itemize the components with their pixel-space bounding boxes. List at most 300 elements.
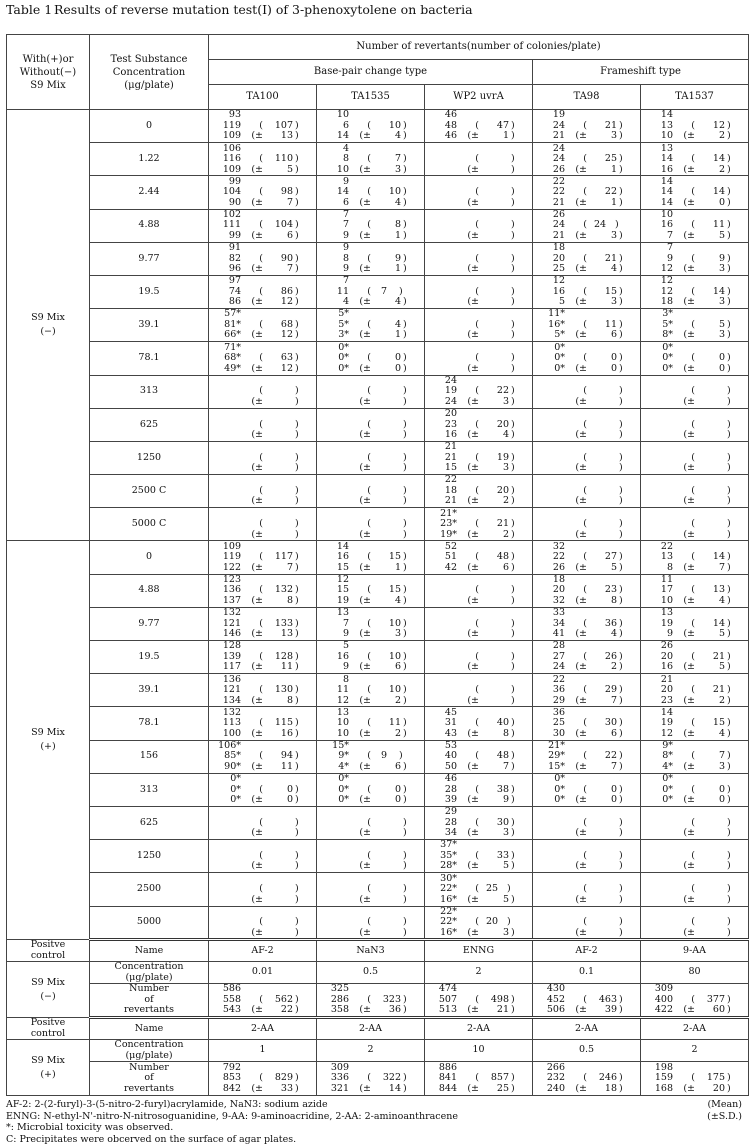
paren-close: ): [617, 585, 637, 596]
paren-close: ): [617, 187, 637, 198]
paren-open: (: [673, 685, 695, 696]
summary-value: 3: [695, 297, 725, 308]
paren-close: ): [725, 486, 745, 497]
paren-close: ): [293, 231, 313, 242]
result-cell: [209, 508, 317, 541]
plate-count: 506: [533, 1005, 565, 1016]
concentration-cell: 313: [90, 773, 209, 806]
concentration-cell: 4.88: [90, 209, 209, 242]
paren-close: ): [617, 198, 637, 209]
result-cell: [317, 508, 425, 541]
plate-count: 12: [641, 276, 673, 287]
paren-close: ): [509, 519, 529, 530]
plate-count: 12: [641, 264, 673, 275]
paren-close: ): [617, 861, 637, 872]
plate-count: 14: [641, 708, 673, 719]
plate-count: 21: [533, 198, 565, 209]
plate-count: [209, 895, 241, 906]
result-cell: [317, 110, 425, 143]
replicate-line: [533, 596, 641, 607]
paren-close: ): [509, 652, 529, 663]
plate-count: 82: [209, 254, 241, 265]
table-row: [7, 475, 749, 508]
paren-open: (±: [349, 828, 371, 839]
paren-open: (±: [673, 131, 695, 142]
paren-close: ): [617, 718, 637, 729]
plate-count: 113: [209, 718, 241, 729]
replicate-line: [209, 430, 317, 441]
replicate-line: [317, 397, 425, 408]
plate-count: 28: [533, 641, 565, 652]
summary-value: 0: [371, 795, 401, 806]
summary-value: [479, 154, 509, 165]
replicate-line: [641, 596, 749, 607]
summary-value: [479, 254, 509, 265]
replicate-values: [209, 641, 317, 673]
plate-count: 8: [641, 563, 673, 574]
summary-value: 11: [263, 762, 293, 773]
summary-value: 5: [695, 231, 725, 242]
paren-close: ): [725, 861, 745, 872]
summary-value: [371, 917, 401, 928]
result-cell: [533, 209, 641, 242]
plate-count: 168: [641, 1084, 673, 1095]
paren-open: (±: [241, 563, 263, 574]
replicate-values: [425, 144, 533, 176]
replicate-line: [209, 629, 317, 640]
plate-count: 20: [533, 254, 565, 265]
control-substance: 9-AA: [641, 940, 749, 962]
replicate-values: [209, 144, 317, 176]
paren-open: (: [457, 851, 479, 862]
paren-open: (±: [565, 496, 587, 507]
plate-count: [641, 828, 673, 839]
replicate-line: [641, 662, 749, 673]
plate-count: [641, 895, 673, 906]
replicate-line: [209, 131, 317, 142]
summary-value: [695, 475, 725, 486]
plate-count: 30: [533, 729, 565, 740]
paren-open: (: [565, 995, 587, 1006]
replicate-values: [425, 343, 533, 375]
replicate-line: [641, 165, 749, 176]
plate-count: 18: [425, 486, 457, 497]
replicate-values: [317, 442, 425, 474]
paren-open: (: [349, 220, 371, 231]
plate-count: 19: [641, 718, 673, 729]
summary-value: 7: [695, 751, 725, 762]
paren-close: ): [293, 496, 313, 507]
summary-value: [371, 861, 401, 872]
plate-count: 792: [209, 1063, 241, 1074]
summary-value: 1: [371, 264, 401, 275]
plate-count: [533, 895, 565, 906]
replicate-values: [209, 409, 317, 441]
paren-close: ): [509, 231, 529, 242]
results-table: [6, 34, 749, 1096]
summary-value: [587, 818, 617, 829]
paren-close: ): [617, 397, 637, 408]
paren-close: ): [725, 828, 745, 839]
paren-close: ): [509, 297, 529, 308]
summary-value: 38: [479, 785, 509, 796]
paren-open: (: [565, 519, 587, 530]
paren-open: (±: [349, 530, 371, 541]
plate-count: [425, 575, 457, 586]
replicate-values: [425, 675, 533, 707]
paren-open: (±: [673, 264, 695, 275]
result-cell: [209, 873, 317, 906]
paren-open: (±: [457, 861, 479, 872]
result-cell: [317, 242, 425, 275]
paren-close: ): [725, 895, 745, 906]
replicate-values: [425, 774, 533, 806]
replicate-values: [317, 144, 425, 176]
replicate-line: [317, 1005, 425, 1016]
summary-value: [695, 530, 725, 541]
replicate-line: [641, 463, 749, 474]
result-cell: [533, 873, 641, 906]
paren-close: ): [725, 519, 745, 530]
paren-open: (±: [241, 928, 263, 939]
paren-close: ): [617, 652, 637, 663]
plate-count: 28: [425, 818, 457, 829]
paren-open: (: [673, 220, 695, 231]
plate-count: [317, 376, 349, 387]
result-cell: [641, 1062, 749, 1096]
paren-close: ): [293, 895, 313, 906]
paren-open: (: [241, 353, 263, 364]
summary-value: [695, 376, 725, 387]
replicate-line: [425, 496, 533, 507]
plate-count: 57*: [209, 309, 241, 320]
replicate-values: [533, 874, 641, 906]
base-pair-header: Base-pair change type: [209, 59, 533, 84]
plate-count: [425, 619, 457, 630]
paren-close: ): [293, 619, 313, 630]
plate-count: [533, 420, 565, 431]
replicate-line: [425, 463, 533, 474]
replicate-values: [641, 276, 749, 308]
paren-close: ): [725, 1073, 745, 1084]
paren-close: [293, 409, 313, 420]
concentration-cell: 625: [90, 806, 209, 839]
summary-value: [263, 397, 293, 408]
result-cell: [425, 1062, 533, 1096]
replicate-values: [641, 376, 749, 408]
summary-value: 4: [371, 596, 401, 607]
result-cell: [641, 110, 749, 143]
summary-value: [695, 409, 725, 420]
concentration-cell: 313: [90, 375, 209, 408]
paren-open: (±: [457, 297, 479, 308]
summary-value: [479, 343, 509, 354]
paren-close: ): [617, 696, 637, 707]
replicate-values: [641, 907, 749, 939]
replicate-values: [317, 509, 425, 541]
paren-open: (: [241, 519, 263, 530]
paren-open: (: [673, 884, 695, 895]
result-cell: [533, 707, 641, 740]
text-line: Number: [90, 984, 208, 995]
result-cell: [317, 707, 425, 740]
paren-open: (: [457, 187, 479, 198]
plate-count: [209, 884, 241, 895]
table-row: [7, 574, 749, 607]
plate-count: 17: [641, 585, 673, 596]
replicate-line: [533, 917, 641, 928]
plate-count: 19: [533, 110, 565, 121]
paren-close: ): [293, 121, 313, 132]
paren-open: (±: [673, 231, 695, 242]
summary-value: [479, 696, 509, 707]
replicate-line: [317, 696, 425, 707]
summary-value: [587, 409, 617, 420]
paren-close: ): [725, 430, 745, 441]
plate-count: 232: [533, 1073, 565, 1084]
replicate-values: [425, 608, 533, 640]
summary-value: 19: [479, 453, 509, 464]
control-substance: 2-AA: [209, 1018, 317, 1040]
summary-value: 36: [371, 1005, 401, 1016]
paren-close: ): [401, 220, 421, 231]
paren-close: ): [401, 330, 421, 341]
replicate-line: [425, 1005, 533, 1016]
summary-value: [695, 874, 725, 885]
plate-count: 122: [209, 563, 241, 574]
replicate-values: [533, 144, 641, 176]
paren-close: ): [617, 751, 637, 762]
summary-value: [263, 874, 293, 885]
summary-value: [479, 297, 509, 308]
plate-count: 13: [317, 608, 349, 619]
paren-open: (: [565, 486, 587, 497]
paren-open: (±: [241, 1005, 263, 1016]
paren-close: ): [509, 420, 529, 431]
summary-value: 133: [263, 619, 293, 630]
paren-open: (: [673, 420, 695, 431]
summary-value: 39: [587, 1005, 617, 1016]
replicate-line: [209, 696, 317, 707]
summary-value: [263, 409, 293, 420]
summary-value: 8: [263, 596, 293, 607]
paren-close: ): [293, 785, 313, 796]
paren-close: ): [725, 795, 745, 806]
summary-value: 377: [695, 995, 725, 1006]
summary-value: [587, 851, 617, 862]
summary-value: [695, 442, 725, 453]
plate-count: [209, 453, 241, 464]
paren-close: ): [509, 552, 529, 563]
summary-value: [587, 463, 617, 474]
summary-value: 18: [587, 1084, 617, 1095]
summary-value: [263, 463, 293, 474]
summary-value: [479, 662, 509, 673]
summary-value: 3: [587, 297, 617, 308]
plate-count: [533, 376, 565, 387]
paren-close: ): [293, 652, 313, 663]
replicate-values: [533, 1063, 641, 1095]
plate-count: 10: [317, 110, 349, 121]
replicate-values: [533, 542, 641, 574]
paren-close: ): [401, 420, 421, 431]
plate-count: 4*: [641, 762, 673, 773]
summary-value: [479, 320, 509, 331]
plate-count: 117: [209, 662, 241, 673]
plate-count: 14: [641, 198, 673, 209]
table-row: [7, 740, 749, 773]
summary-value: 10: [371, 685, 401, 696]
replicate-line: [317, 795, 425, 806]
plate-count: 24: [533, 121, 565, 132]
summary-value: 5: [263, 165, 293, 176]
plate-count: 74: [209, 287, 241, 298]
plate-count: 24: [533, 144, 565, 155]
summary-value: 4: [695, 596, 725, 607]
paren-open: (: [565, 187, 587, 198]
summary-value: [587, 884, 617, 895]
plate-count: 22: [425, 475, 457, 486]
plate-count: 26: [533, 165, 565, 176]
result-cell: [425, 840, 533, 873]
paren-open: (±: [565, 364, 587, 375]
paren-close: ): [725, 729, 745, 740]
plate-count: 12: [317, 575, 349, 586]
paren-open: (: [349, 718, 371, 729]
plate-count: 22*: [425, 917, 457, 928]
plate-count: [317, 807, 349, 818]
result-cell: [533, 375, 641, 408]
replicate-line: [533, 297, 641, 308]
paren-open: (: [241, 386, 263, 397]
plate-count: 240: [533, 1084, 565, 1095]
summary-value: 21: [587, 121, 617, 132]
plate-count: 25: [533, 718, 565, 729]
plate-count: [533, 519, 565, 530]
paren-close: ): [397, 287, 417, 298]
plate-count: 15*: [317, 741, 349, 752]
plate-count: 21*: [533, 741, 565, 752]
plate-count: [641, 486, 673, 497]
replicate-values: [641, 110, 749, 142]
paren-close: ): [509, 751, 529, 762]
paren-close: ): [725, 386, 745, 397]
replicate-line: [641, 685, 749, 696]
text-line: S9 Mix: [7, 79, 89, 92]
replicate-values: [533, 442, 641, 474]
control-count-row: [7, 1062, 749, 1096]
replicate-values: [209, 807, 317, 839]
summary-value: 14: [695, 187, 725, 198]
summary-value: [695, 519, 725, 530]
paren-open: (: [457, 453, 479, 464]
plate-count: 474: [425, 984, 457, 995]
paren-open: (±: [349, 364, 371, 375]
summary-value: 3: [587, 231, 617, 242]
concentration-cell: 625: [90, 408, 209, 441]
paren-open: (: [241, 552, 263, 563]
plate-count: 46: [425, 131, 457, 142]
replicate-values: [641, 210, 749, 242]
result-cell: [533, 840, 641, 873]
plate-count: 23: [425, 420, 457, 431]
replicate-line: [209, 330, 317, 341]
text-line: Concentration: [90, 1040, 208, 1051]
paren-open: (: [349, 917, 371, 928]
paren-open: (±: [565, 231, 587, 242]
plate-count: 0*: [533, 774, 565, 785]
plate-count: [425, 154, 457, 165]
plate-count: 24: [533, 662, 565, 673]
replicate-line: [425, 297, 533, 308]
summary-value: 4: [479, 430, 509, 441]
paren-close: ): [617, 287, 637, 298]
paren-open: (: [673, 818, 695, 829]
result-cell: [533, 110, 641, 143]
summary-value: [695, 496, 725, 507]
paren-open: (: [565, 420, 587, 431]
summary-value: [371, 386, 401, 397]
paren-open: [673, 409, 695, 420]
result-cell: [209, 110, 317, 143]
summary-value: [371, 874, 401, 885]
plate-count: [317, 828, 349, 839]
paren-open: (±: [565, 430, 587, 441]
replicate-line: [641, 928, 749, 939]
summary-value: [695, 840, 725, 851]
paren-open: (±: [241, 729, 263, 740]
paren-close: ): [509, 463, 529, 474]
replicate-values: [317, 807, 425, 839]
paren-close: ): [293, 762, 313, 773]
plate-count: 21: [425, 442, 457, 453]
replicate-line: [641, 696, 749, 707]
paren-close: ): [401, 619, 421, 630]
replicate-line: [209, 596, 317, 607]
summary-value: [479, 353, 509, 364]
paren-close: ): [293, 1073, 313, 1084]
summary-value: [479, 177, 509, 188]
result-cell: [209, 641, 317, 674]
summary-value: 33: [263, 1084, 293, 1095]
summary-value: 3: [479, 463, 509, 474]
name-label: Name: [90, 1018, 209, 1040]
summary-value: [371, 895, 401, 906]
summary-value: 6: [587, 729, 617, 740]
paren-open: (: [241, 884, 263, 895]
paren-close: ): [617, 1073, 637, 1084]
paren-close: ): [509, 818, 529, 829]
plate-count: 36: [533, 708, 565, 719]
table-row: [7, 541, 749, 574]
replicate-values: [425, 641, 533, 673]
paren-open: (: [565, 386, 587, 397]
plate-count: 71*: [209, 343, 241, 354]
replicate-values: [209, 110, 317, 142]
summary-value: 2: [695, 165, 725, 176]
plate-count: 886: [425, 1063, 457, 1074]
plate-count: 9*: [317, 751, 349, 762]
paren-open: (±: [457, 397, 479, 408]
plate-count: 10: [641, 131, 673, 142]
result-cell: [317, 143, 425, 176]
summary-value: [263, 486, 293, 497]
result-cell: [533, 275, 641, 308]
plate-count: [317, 895, 349, 906]
summary-value: 11: [263, 662, 293, 673]
paren-open: (: [349, 552, 371, 563]
replicate-values: [317, 243, 425, 275]
